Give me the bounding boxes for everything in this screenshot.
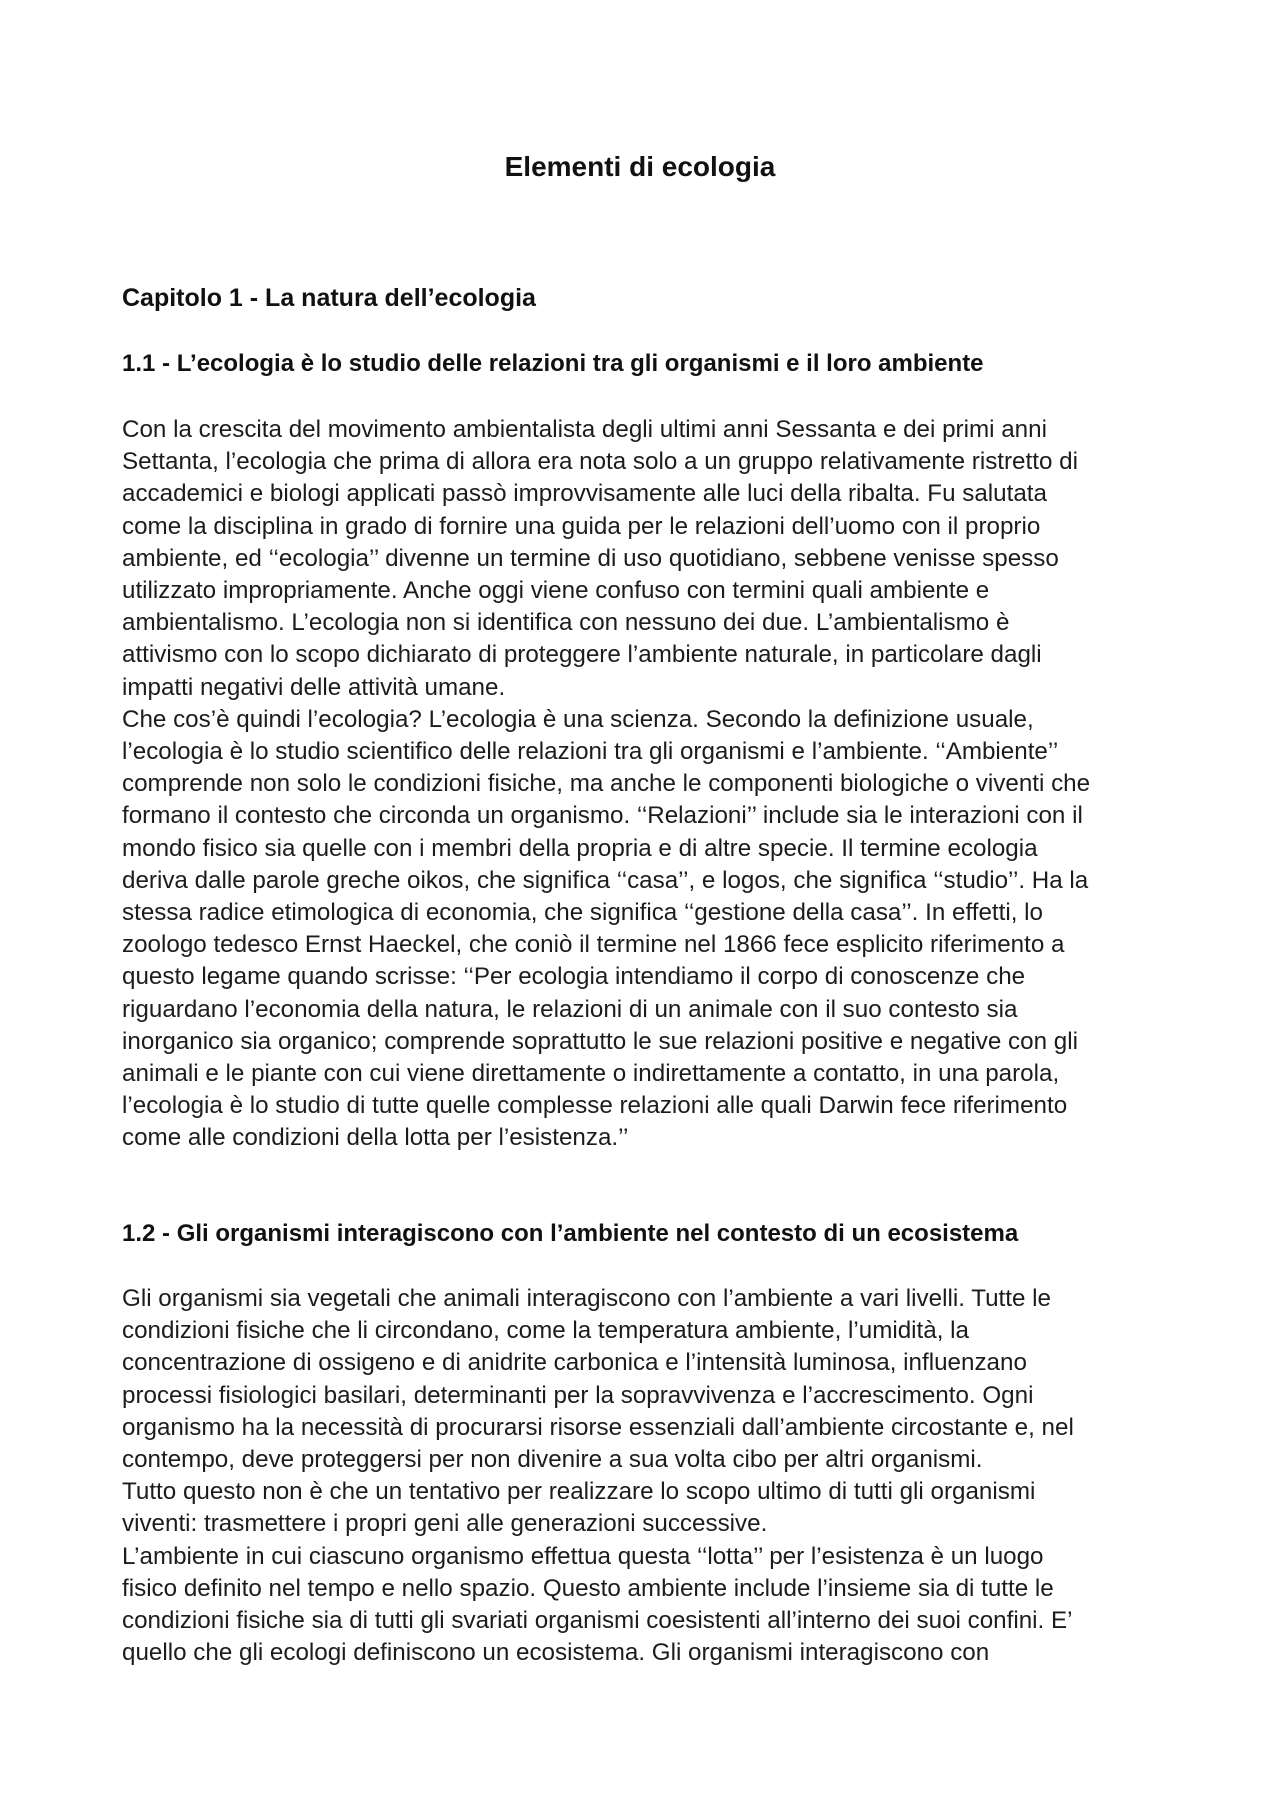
text-line: Che cos’è quindi l’ecologia? L’ecologia è una scienza. Secondo la definizione usuale, [122, 705, 1034, 733]
text-line: Settanta, l’ecologia che prima di allora era nota solo a un gruppo relativamente ristretto di [122, 448, 1078, 476]
section-body-1-1 [122, 414, 1182, 1155]
text-line: viventi: trasmettere i propri geni alle generazioni successive. [122, 1510, 768, 1538]
text-line: stessa radice etimologica di economia, che significa ‘‘gestione della casa’’. In effetti, lo [122, 899, 1043, 927]
text-line: quello che gli ecologi definiscono un ecosistema. Gli organismi interagiscono con [122, 1639, 990, 1667]
text-line: ambiente, ed ‘‘ecologia’’ divenne un termine di uso quotidiano, sebbene venisse spesso [122, 544, 1059, 572]
text-line: ambientalismo. L’ecologia non si identifica con nessuno dei due. L’ambientalismo è [122, 609, 1010, 637]
text-line: Gli organismi sia vegetali che animali interagiscono con l’ambiente a vari livelli. Tutte le [122, 1285, 1051, 1312]
text-line: accademici e biologi applicati passò improvvisamente alle luci della ribalta. Fu salutata [122, 480, 1047, 508]
text-line: L’ambiente in cui ciascuno organismo effettua questa ‘‘lotta’’ per l’esistenza è un luogo [122, 1542, 1044, 1570]
text-line: comprende non solo le condizioni fisiche, ma anche le componenti biologiche o viventi che [122, 770, 1091, 798]
text-line: deriva dalle parole greche oikos, che significa ‘‘casa’’, e logos, che significa ‘‘studio’’. Ha la [122, 866, 1089, 894]
text-line: formano il contesto che circonda un organismo. ‘‘Relazioni’’ include sia le interazioni con il [122, 802, 1083, 830]
text-line: Tutto questo non è che un tentativo per realizzare lo scopo ultimo di tutti gli organismi [122, 1478, 1036, 1506]
text-line: mondo fisico sia quelle con i membri della propria e di altre specie. Il termine ecologia [122, 834, 1038, 862]
text-line: l’ecologia è lo studio di tutte quelle complesse relazioni alle quali Darwin fece riferimento [122, 1092, 1068, 1120]
text-line: organismo ha la necessità di procurarsi risorse essenziali dall’ambiente circostante e, nel [122, 1413, 1074, 1441]
text-line: impatti negativi delle attività umane. [122, 673, 506, 701]
text-line: riguardano l’economia della natura, le relazioni di un animale con il suo contesto sia [122, 995, 1018, 1023]
text-line: utilizzato impropriamente. Anche oggi viene confuso con termini quali ambiente e [122, 577, 990, 605]
text-line: zoologo tedesco Ernst Haeckel, che coniò il termine nel 1866 fece esplicito riferimento a [122, 931, 1065, 959]
text-line: l’ecologia è lo studio scientifico delle relazioni tra gli organismi e l’ambiente. ‘‘Ambiente’’ [122, 738, 1059, 766]
text-line: fisico definito nel tempo e nello spazio. Questo ambiente include l’insieme sia di tutte le [122, 1574, 1054, 1602]
text-line: animali e le piante con cui viene direttamente o indirettamente a contatto, in una parola, [122, 1060, 1060, 1088]
text-line: processi fisiologici basilari, determinanti per la sopravvivenza e l’accrescimento. Ogni [122, 1381, 1034, 1409]
text-line: come la disciplina in grado di fornire una guida per le relazioni dell’uomo con il proprio [122, 512, 1041, 540]
section-heading-1-1: 1.1 - L’ecologia è lo studio delle relazioni tra gli organismi e il loro ambiente [122, 350, 984, 377]
text-line: condizioni fisiche che li circondano, come la temperatura ambiente, l’umidità, la [122, 1317, 969, 1345]
text-line: inorganico sia organico; comprende soprattutto le sue relazioni positive e negative con gli [122, 1027, 1078, 1055]
document-title: Elementi di ecologia [504, 151, 776, 182]
text-line: attivismo con lo scopo dichiarato di proteggere l’ambiente naturale, in particolare dagli [122, 641, 1042, 669]
text-line: concentrazione di ossigeno e di anidrite carbonica e l’intensità luminosa, influenzano [122, 1349, 1027, 1377]
section-body-1-2 [122, 1283, 1182, 1669]
text-line: questo legame quando scrisse: ‘‘Per ecologia intendiamo il corpo di conoscenze che [122, 963, 1026, 991]
section-heading-1-2: 1.2 - Gli organismi interagiscono con l’ambiente nel contesto di un ecosistema [122, 1220, 1019, 1247]
text-line: come alle condizioni della lotta per l’esistenza.’’ [122, 1124, 629, 1152]
text-line: contempo, deve proteggersi per non divenire a sua volta cibo per altri organismi. [122, 1446, 983, 1474]
chapter-heading: Capitolo 1 - La natura dell’ecologia [122, 284, 536, 312]
text-line: condizioni fisiche sia di tutti gli svariati organismi coesistenti all’interno dei suoi confini. E’ [122, 1607, 1073, 1635]
text-line: Con la crescita del movimento ambientalista degli ultimi anni Sessanta e dei primi anni [122, 416, 1047, 443]
